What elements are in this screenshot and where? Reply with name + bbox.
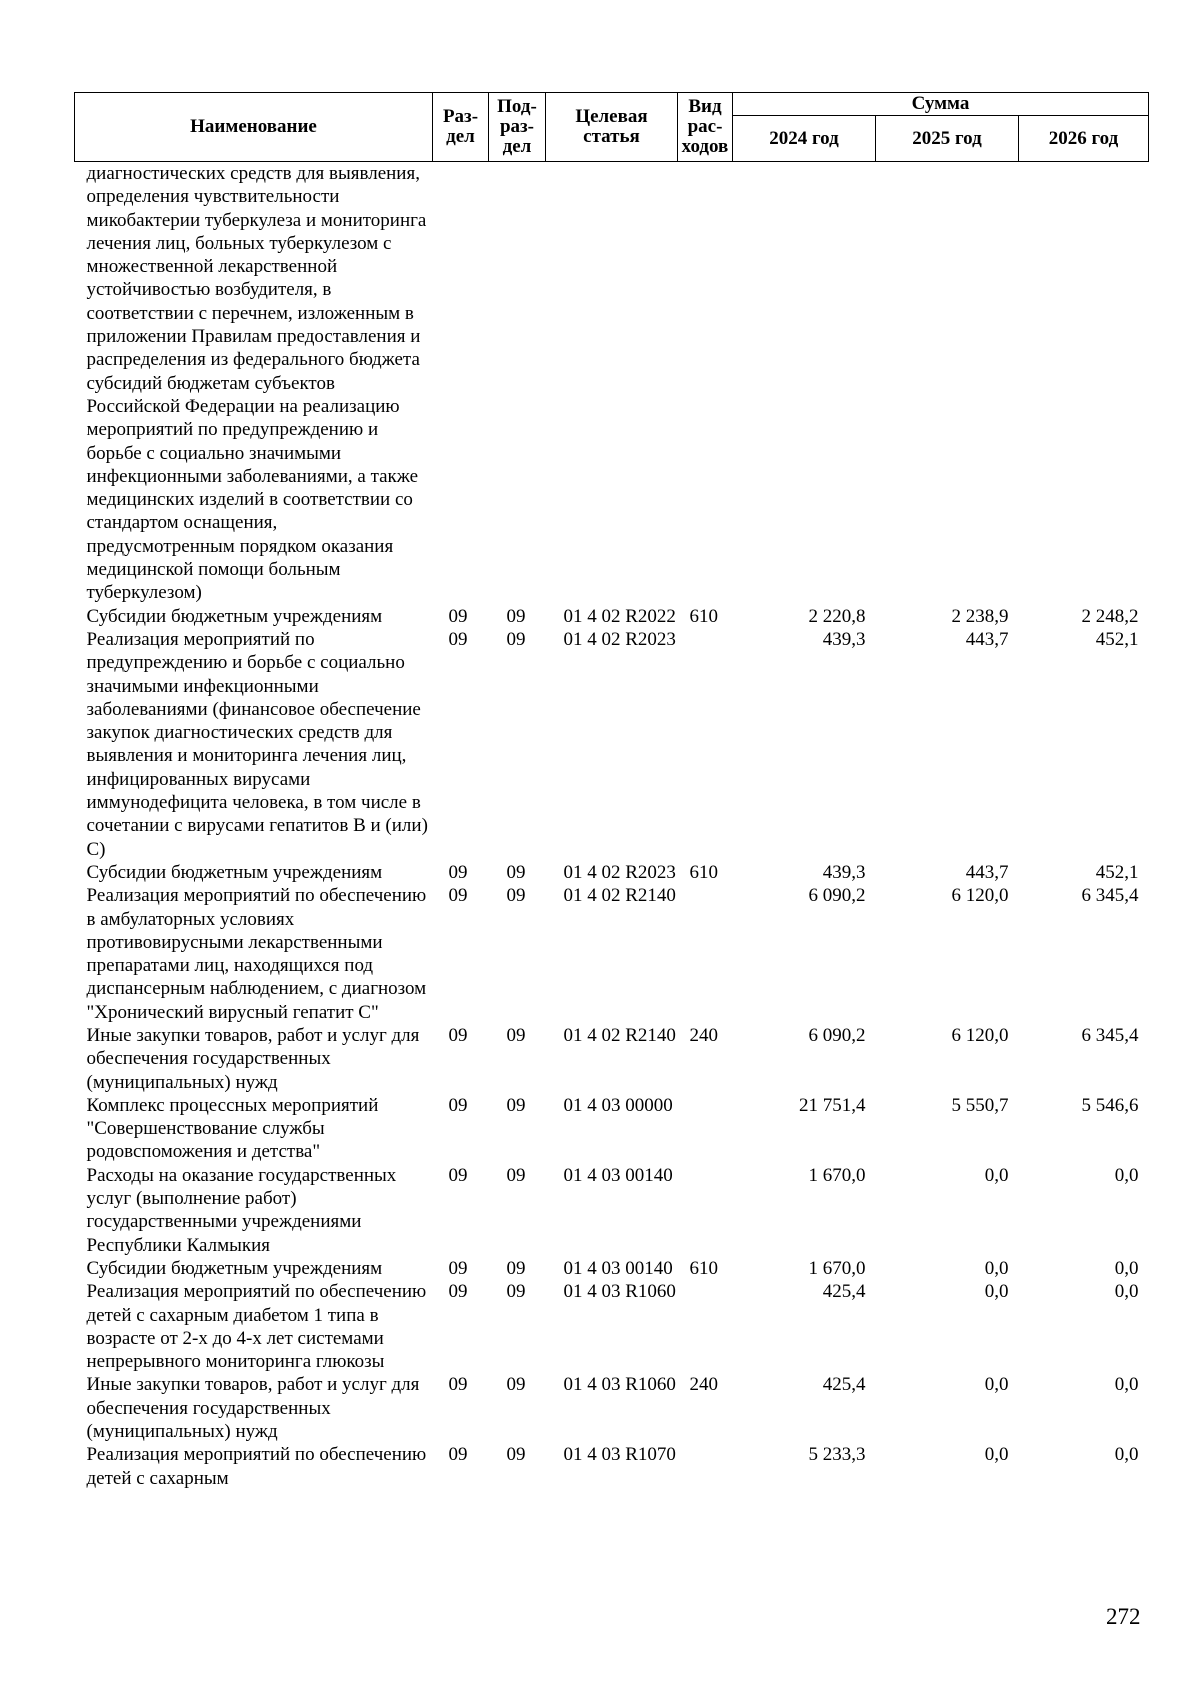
row-sum-2025: 0,0 xyxy=(984,1281,1009,1303)
table-row xyxy=(75,1024,1149,1094)
row-sum-2024 xyxy=(733,162,876,605)
row-name: Реализация мероприятий по обеспечению детей с сахарным диабетом 1 типа в возрасте от 2-х до 4-х лет системами непрерывного мониторинга глюкозы xyxy=(86,1281,427,1373)
table-header xyxy=(75,93,1149,162)
row-sum-2025: 443,7 xyxy=(965,628,1009,650)
table-row xyxy=(75,1094,1149,1164)
row-sum-2024: 1 670,0 xyxy=(808,1257,866,1279)
row-podrazdel: 09 xyxy=(506,1024,526,1046)
row-sum-2024: 1 670,0 xyxy=(808,1164,866,1186)
row-celevaya: 01 4 02 R2140 xyxy=(563,885,676,907)
row-name: Иные закупки товаров, работ и услуг для обеспечения государственных (муниципальных) нужд xyxy=(86,1024,420,1093)
row-podrazdel: 09 xyxy=(506,1281,526,1303)
row-razdel: 09 xyxy=(448,628,468,650)
table-row xyxy=(75,1443,1149,1490)
row-podrazdel: 09 xyxy=(506,628,526,650)
row-celevaya: 01 4 03 00000 xyxy=(563,1094,673,1116)
row-podrazdel: 09 xyxy=(506,605,526,627)
row-sum-2025: 0,0 xyxy=(984,1444,1009,1466)
table-row xyxy=(75,884,1149,1024)
row-sum-2026: 5 546,6 xyxy=(1081,1094,1139,1116)
row-razdel: 09 xyxy=(448,1164,468,1186)
row-celevaya: 01 4 03 R1070 xyxy=(563,1444,676,1466)
row-sum-2024: 6 090,2 xyxy=(808,885,866,907)
row-sum-2024: 2 220,8 xyxy=(808,605,866,627)
budget-table xyxy=(74,92,1149,1490)
row-razdel xyxy=(433,162,489,605)
header-vid-text: Вид рас- ходов xyxy=(681,96,729,157)
row-sum-2025 xyxy=(876,162,1019,605)
header-celevaya-text: Целевая статья xyxy=(575,106,648,147)
header-podrazdel xyxy=(489,93,546,162)
row-name: Субсидии бюджетным учреждениям xyxy=(86,605,383,627)
row-podrazdel: 09 xyxy=(506,1164,526,1186)
row-podrazdel: 09 xyxy=(506,1257,526,1279)
table-row xyxy=(75,162,1149,605)
row-sum-2025: 0,0 xyxy=(984,1374,1009,1396)
row-vid xyxy=(678,628,733,861)
table-row xyxy=(75,1257,1149,1280)
header-2025: 2025 год xyxy=(876,116,1019,162)
row-name: диагностических средств для выявления, определения чувствительности микобактерии туберкулеза и мониторинга лечения лиц, больных туберкулезом с множественной лекарственной устойчивостью возбудителя, в соответствии с перечнем, изложенным в приложении Правилам предоставления и распределения из федерального бюджета субсидий бюджетам субъектов Российской Федерации на реализацию мероприятий по предупреждению и борьбе с социально значимыми инфекционными заболеваниями, а также медицинских изделий в соответствии со стандартом оснащения, предусмотренным порядком оказания медицинской помощи больным туберкулезом) xyxy=(86,163,427,604)
row-celevaya: 01 4 03 00140 xyxy=(563,1164,673,1186)
header-vid xyxy=(678,93,733,162)
header-name: Наименование xyxy=(75,93,433,162)
row-celevaya xyxy=(546,162,678,605)
table-row xyxy=(75,861,1149,884)
row-vid xyxy=(678,1280,733,1373)
row-vid xyxy=(678,1443,733,1490)
row-sum-2026: 452,1 xyxy=(1095,861,1139,883)
row-vid xyxy=(678,884,733,1024)
row-sum-2026 xyxy=(1019,162,1149,605)
row-name: Субсидии бюджетным учреждениям xyxy=(86,1257,383,1279)
row-sum-2026: 6 345,4 xyxy=(1081,885,1139,907)
row-razdel: 09 xyxy=(448,1444,468,1466)
table-body xyxy=(75,162,1149,1490)
row-name: Расходы на оказание государственных услуг (выполнение работ) государственными учреждениями Республики Калмыкия xyxy=(86,1164,397,1256)
row-sum-2024: 21 751,4 xyxy=(799,1094,866,1116)
table-row xyxy=(75,1164,1149,1257)
row-celevaya: 01 4 03 00140 xyxy=(563,1257,673,1279)
row-vid xyxy=(678,1164,733,1257)
row-name: Реализация мероприятий по обеспечению детей с сахарным xyxy=(86,1444,427,1489)
row-sum-2024: 439,3 xyxy=(822,628,866,650)
table-row xyxy=(75,605,1149,628)
row-sum-2026: 0,0 xyxy=(1114,1444,1139,1466)
row-name: Иные закупки товаров, работ и услуг для обеспечения государственных (муниципальных) нужд xyxy=(86,1374,420,1443)
row-podrazdel: 09 xyxy=(506,1094,526,1116)
header-razdel-text: Раз- дел xyxy=(442,106,479,147)
row-sum-2024: 425,4 xyxy=(822,1281,866,1303)
row-sum-2026: 6 345,4 xyxy=(1081,1024,1139,1046)
row-sum-2024: 6 090,2 xyxy=(808,1024,866,1046)
row-vid xyxy=(678,1094,733,1164)
row-sum-2025: 0,0 xyxy=(984,1257,1009,1279)
row-celevaya: 01 4 02 R2140 xyxy=(563,1024,676,1046)
row-name: Комплекс процессных мероприятий "Совершенствование службы родовспоможения и детства" xyxy=(86,1094,379,1163)
row-vid: 240 xyxy=(689,1024,718,1046)
budget-page xyxy=(74,92,1148,1490)
row-name: Реализация мероприятий по обеспечению в амбулаторных условиях противовирусными лекарственными препаратами лиц, находящихся под диспансерным наблюдением, с диагнозом "Хронический вирусный гепатит C" xyxy=(86,885,427,1023)
row-sum-2026: 0,0 xyxy=(1114,1257,1139,1279)
row-vid: 610 xyxy=(689,1257,718,1279)
row-razdel: 09 xyxy=(448,1257,468,1279)
header-2024: 2024 год xyxy=(733,116,876,162)
row-podrazdel: 09 xyxy=(506,885,526,907)
row-vid: 240 xyxy=(689,1374,718,1396)
header-2026: 2026 год xyxy=(1019,116,1149,162)
row-celevaya: 01 4 02 R2023 xyxy=(563,861,676,883)
row-name: Реализация мероприятий по предупреждению и борьбе с социально значимыми инфекционными заболеваниями (финансовое обеспечение закупок диагностических средств для выявления и мониторинга лечения лиц, инфицированных вирусами иммунодефицита человека, в том числе в сочетании с вирусами гепатитов B и (или) C) xyxy=(86,628,428,860)
row-celevaya: 01 4 02 R2023 xyxy=(563,628,676,650)
table-row xyxy=(75,628,1149,861)
row-sum-2026: 2 248,2 xyxy=(1081,605,1139,627)
row-name: Субсидии бюджетным учреждениям xyxy=(86,861,383,883)
row-razdel: 09 xyxy=(448,1094,468,1116)
header-podrazdel-text: Под- раз- дел xyxy=(497,96,537,157)
row-sum-2026: 452,1 xyxy=(1095,628,1139,650)
row-razdel: 09 xyxy=(448,1374,468,1396)
row-celevaya: 01 4 03 R1060 xyxy=(563,1374,676,1396)
row-razdel: 09 xyxy=(448,605,468,627)
row-celevaya: 01 4 02 R2022 xyxy=(563,605,676,627)
row-podrazdel: 09 xyxy=(506,1374,526,1396)
row-razdel: 09 xyxy=(448,1024,468,1046)
row-sum-2024: 5 233,3 xyxy=(808,1444,866,1466)
row-sum-2024: 439,3 xyxy=(822,861,866,883)
row-sum-2025: 443,7 xyxy=(965,861,1009,883)
row-podrazdel: 09 xyxy=(506,1444,526,1466)
row-sum-2025: 2 238,9 xyxy=(951,605,1009,627)
row-vid: 610 xyxy=(689,605,718,627)
row-sum-2025: 6 120,0 xyxy=(951,885,1009,907)
row-vid: 610 xyxy=(689,861,718,883)
row-celevaya: 01 4 03 R1060 xyxy=(563,1281,676,1303)
row-sum-2025: 5 550,7 xyxy=(951,1094,1009,1116)
row-podrazdel: 09 xyxy=(506,861,526,883)
row-sum-2025: 6 120,0 xyxy=(951,1024,1009,1046)
row-vid xyxy=(678,162,733,605)
header-celevaya xyxy=(546,93,678,162)
row-sum-2026: 0,0 xyxy=(1114,1164,1139,1186)
row-razdel: 09 xyxy=(448,1281,468,1303)
row-razdel: 09 xyxy=(448,861,468,883)
row-sum-2024: 425,4 xyxy=(822,1374,866,1396)
row-sum-2026: 0,0 xyxy=(1114,1374,1139,1396)
row-sum-2025: 0,0 xyxy=(984,1164,1009,1186)
row-razdel: 09 xyxy=(448,885,468,907)
table-row xyxy=(75,1373,1149,1443)
row-podrazdel xyxy=(489,162,546,605)
row-sum-2026: 0,0 xyxy=(1114,1281,1139,1303)
page-number: 272 xyxy=(1106,1604,1141,1629)
header-razdel xyxy=(433,93,489,162)
header-summa: Сумма xyxy=(733,93,1149,116)
table-row xyxy=(75,1280,1149,1373)
